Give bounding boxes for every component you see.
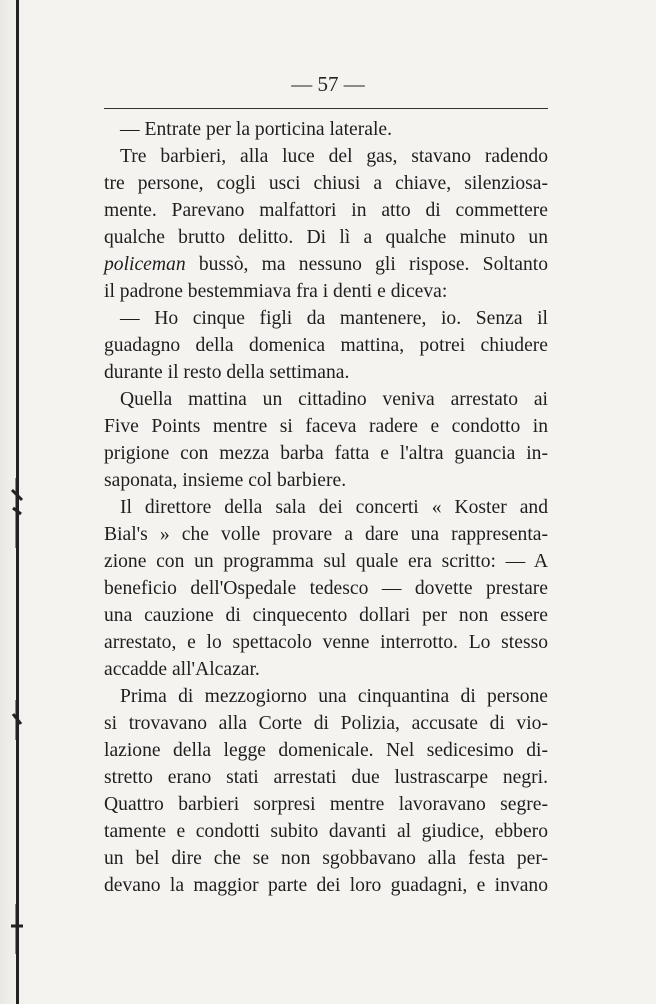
text-line: qualche brutto delitto. Di lì a qualche minuto un xyxy=(104,227,548,248)
text-line: devano la maggior parte dei loro guadagni, e invano xyxy=(104,875,548,896)
header-rule xyxy=(104,108,548,109)
text-line: un bel dire che se non sgobbavano alla festa per- xyxy=(104,848,548,869)
text-line: il padrone bestemmiava fra i denti e diceva: xyxy=(104,281,448,302)
text-line: saponata, insieme col barbiere. xyxy=(104,470,347,491)
body-text xyxy=(104,116,548,899)
text-line: lazione della legge domenicale. Nel sedicesimo di- xyxy=(104,740,548,761)
text-line: durante il resto della settimana. xyxy=(104,362,350,383)
text-line: stretto erano stati arrestati due lustrascarpe negri. xyxy=(104,767,548,788)
italic-word: policeman xyxy=(104,254,186,275)
text-line: beneficio dell'Ospedale tedesco — dovette prestare xyxy=(104,578,548,599)
text-line: Prima di mezzogiorno una cinquantina di persone xyxy=(120,686,548,707)
text-line: una cauzione di cinquecento dollari per non essere xyxy=(104,605,548,626)
text-line: Tre barbieri, alla luce del gas, stavano radendo xyxy=(120,146,548,167)
text-line: Bial's » che volle provare a dare una rappresenta- xyxy=(104,524,548,545)
text-line xyxy=(104,251,548,278)
text-line: accadde all'Alcazar. xyxy=(104,659,260,680)
text-line: Quella mattina un cittadino veniva arrestato ai xyxy=(120,389,548,410)
text-line: si trovavano alla Corte di Polizia, accusate di vio- xyxy=(104,713,548,734)
text-line: zione con un programma sul quale era scritto: — A xyxy=(104,551,548,572)
binding-stitch-knot xyxy=(9,904,25,954)
text-line: — Ho cinque figli da mantenere, io. Senza il xyxy=(120,308,548,329)
binding-stitch-knot xyxy=(9,700,25,740)
page-number: — 57 — xyxy=(291,72,365,96)
text-line: tamente e condotti subito davanti al giudice, ebbero xyxy=(104,821,548,842)
text-line: Five Points mentre si faceva radere e condotto in xyxy=(104,416,548,437)
text-line: tre persone, cogli usci chiusi a chiave, silenziosa- xyxy=(104,173,548,194)
text-line: Quattro barbieri sorpresi mentre lavoravano segre- xyxy=(104,794,548,815)
line-rest: bussò, ma nessuno gli rispose. Soltanto xyxy=(185,254,548,275)
text-line: mente. Parevano malfattori in atto di commettere xyxy=(104,200,548,221)
text-line: guadagno della domenica mattina, potrei chiudere xyxy=(104,335,548,356)
text-line: arrestato, e lo spettacolo venne interrotto. Lo stesso xyxy=(104,632,548,653)
text-line: — Entrate per la porticina laterale. xyxy=(120,119,392,140)
text-line: Il direttore della sala dei concerti « Koster and xyxy=(120,497,548,518)
text-line: prigione con mezza barba fatta e l'altra guancia in- xyxy=(104,443,548,464)
binding-stitch-knot xyxy=(9,478,25,548)
